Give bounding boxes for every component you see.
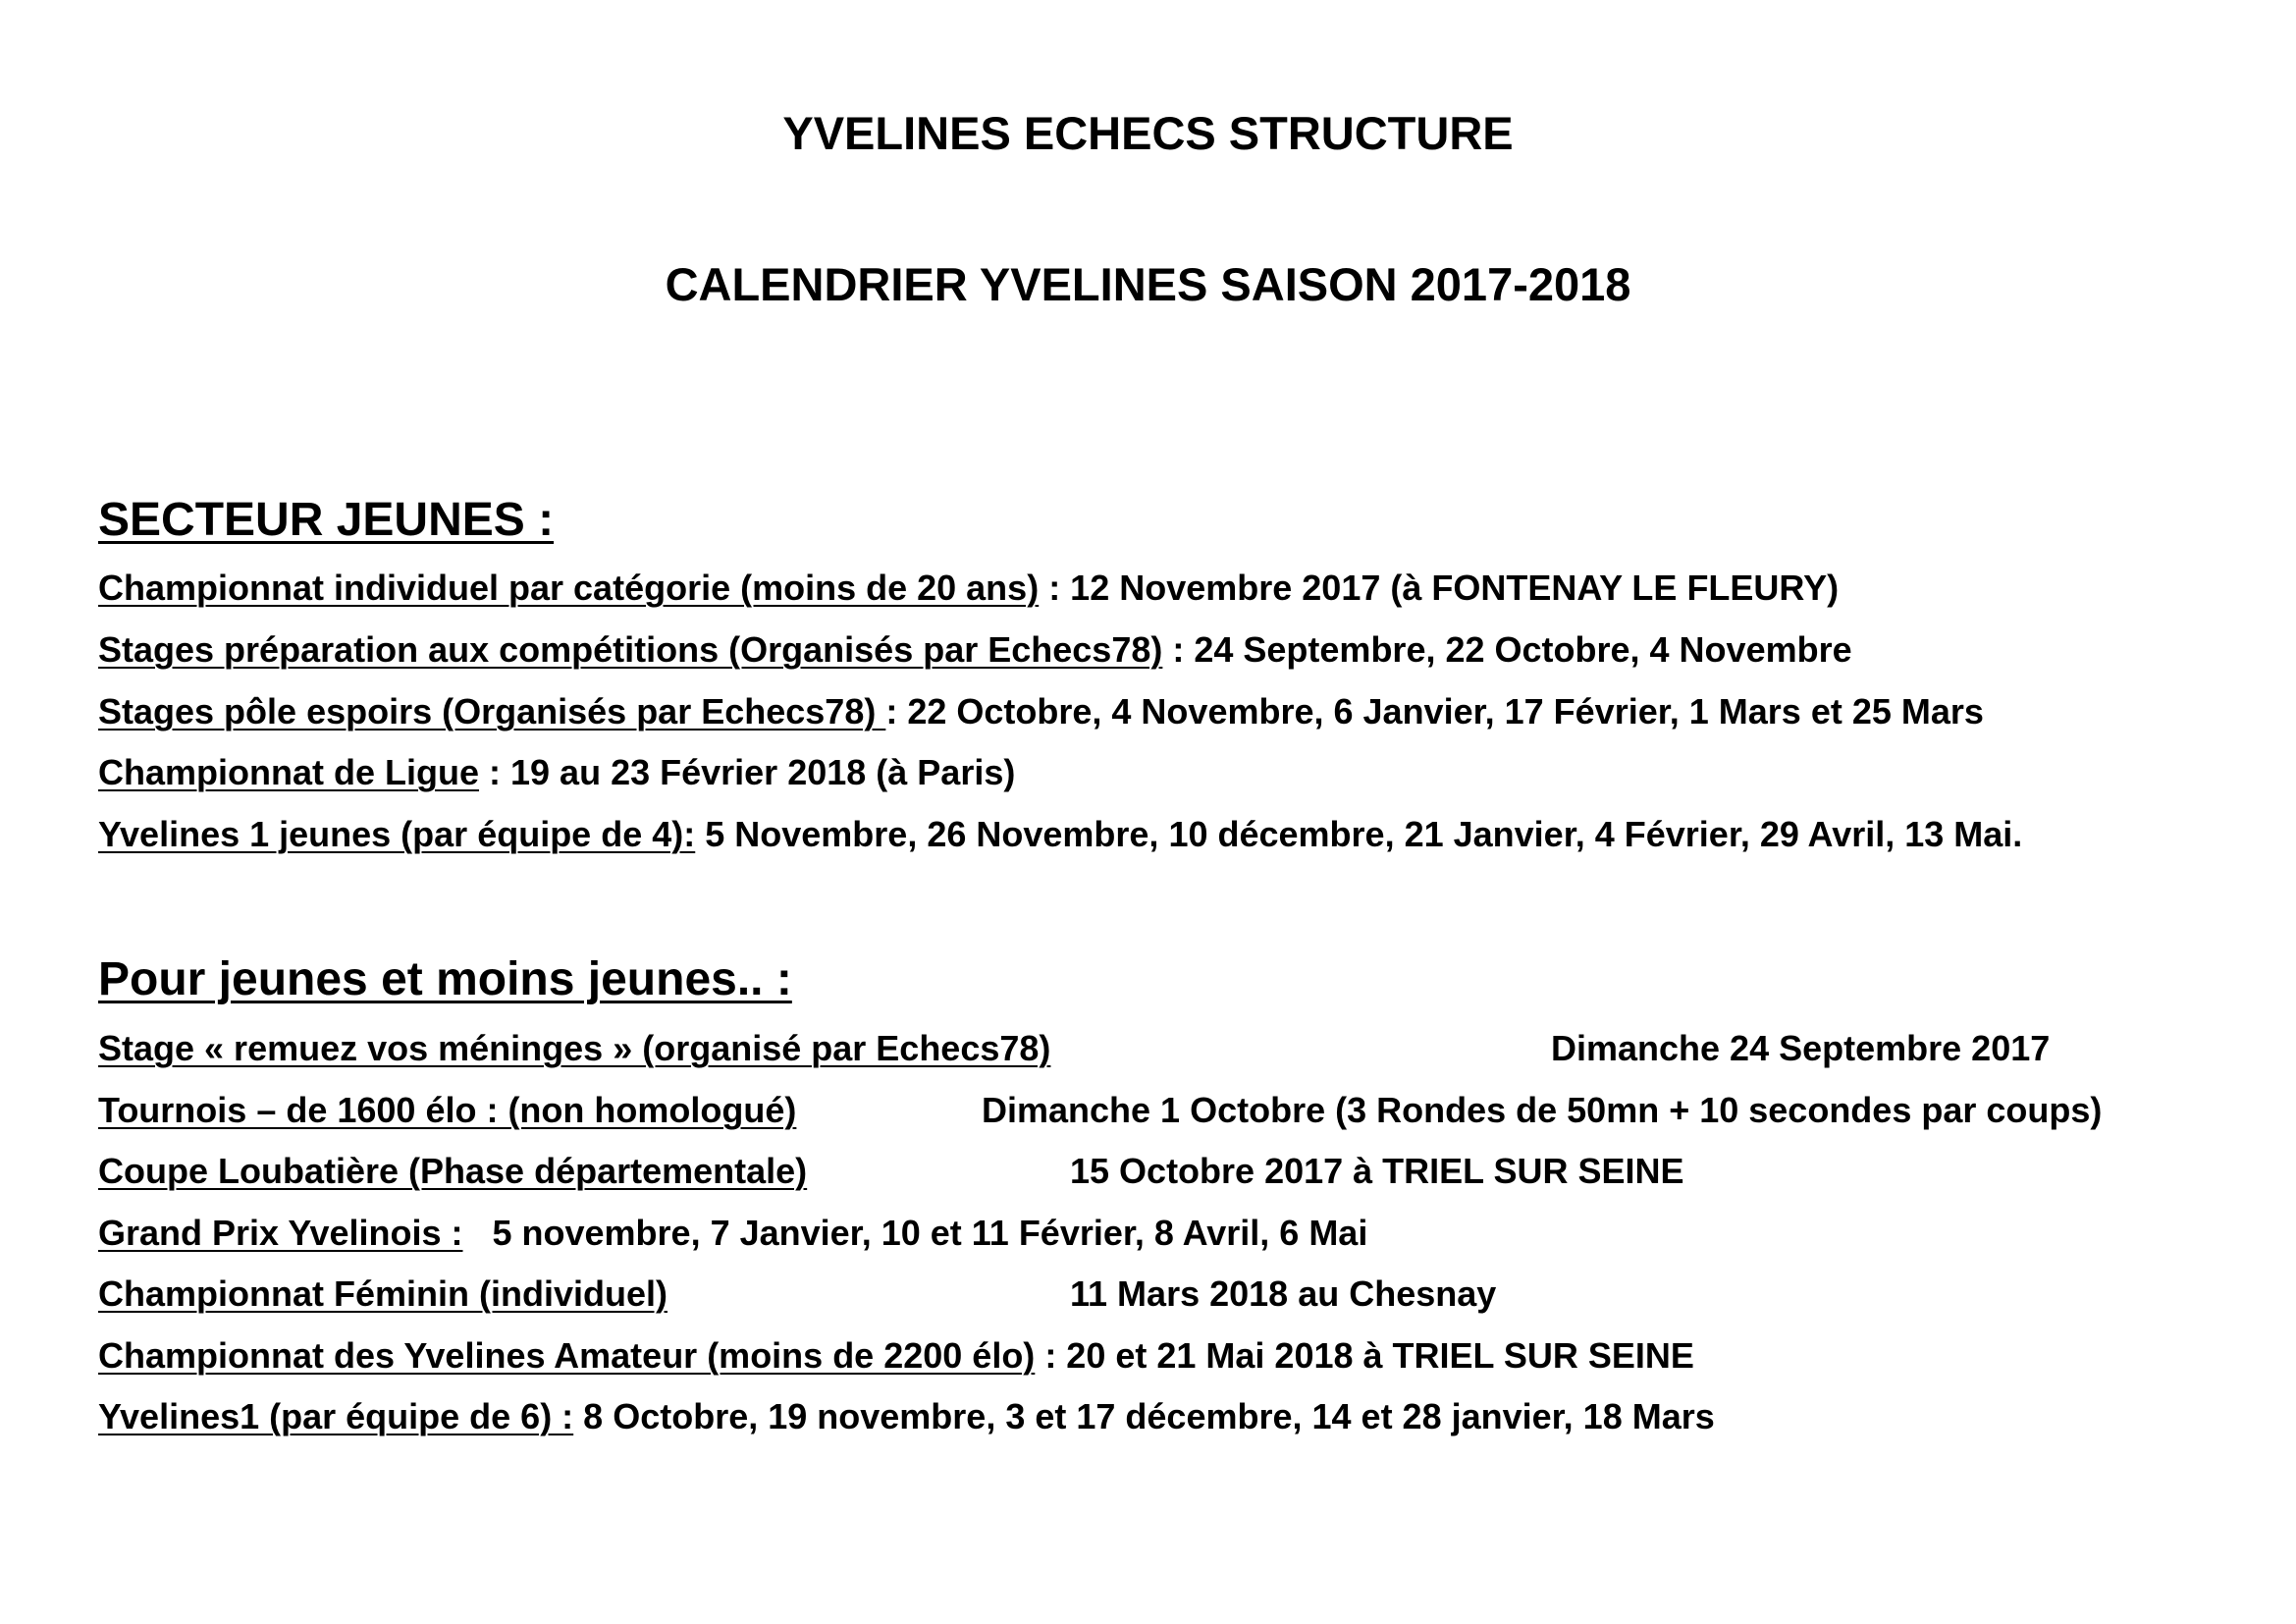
event-line-stages-pole-espoirs [98,684,1984,739]
event-line-yvelines1-equipe [98,1389,1715,1444]
event-line-championnat-ligue [98,745,1015,800]
section-heading-tous: Pour jeunes et moins jeunes.. : [98,953,792,1005]
event-label: Stages pôle espoirs (Organisés par Echecs78) [98,691,886,731]
event-details: 5 novembre, 7 Janvier, 10 et 11 Février, 8 Avril, 6 Mai [462,1213,1368,1253]
event-line-grand-prix [98,1206,1367,1261]
event-date: 11 Mars 2018 au Chesnay [1070,1273,1497,1314]
event-label: Championnat de Ligue [98,752,480,792]
event-details: 5 Novembre, 26 Novembre, 10 décembre, 21 Janvier, 4 Février, 29 Avril, 13 Mai. [695,814,2023,854]
event-line-championnat-amateur [98,1328,1694,1383]
event-line-championnat-feminin [98,1267,2258,1322]
event-details: : 22 Octobre, 4 Novembre, 6 Janvier, 17 Février, 1 Mars et 25 Mars [885,691,1984,731]
event-line-stages-preparation [98,623,1852,677]
event-label: Yvelines1 (par équipe de 6) : [98,1396,574,1436]
event-label: Stage « remuez vos méninges » (organisé par Echecs78) [98,1028,1051,1068]
event-label: Tournois – de 1600 élo : (non homologué) [98,1090,797,1130]
document-subtitle: CALENDRIER YVELINES SAISON 2017-2018 [665,258,1631,310]
event-date: Dimanche 1 Octobre (3 Rondes de 50mn + 10 secondes par coups) [982,1090,2103,1130]
event-line-championnat-individuel [98,561,1839,616]
event-details: : 24 Septembre, 22 Octobre, 4 Novembre [1162,629,1852,670]
section-heading-jeunes: SECTEUR JEUNES : [98,494,555,546]
event-label: Stages préparation aux compétitions (Organisés par Echecs78) [98,629,1163,670]
event-details: 8 Octobre, 19 novembre, 3 et 17 décembre, 14 et 28 janvier, 18 Mars [573,1396,1715,1436]
document-title: YVELINES ECHECS STRUCTURE [782,107,1514,159]
event-details: : 19 au 23 Février 2018 (à Paris) [479,752,1016,792]
event-label: Grand Prix Yvelinois : [98,1213,463,1253]
event-label: Championnat Féminin (individuel) [98,1273,667,1314]
event-label: Championnat individuel par catégorie (moins de 20 ans) [98,568,1040,608]
event-line-stage-meninges [98,1021,2258,1076]
event-line-yvelines-1-jeunes [98,807,2022,862]
event-details: : 12 Novembre 2017 (à FONTENAY LE FLEURY) [1039,568,1840,608]
event-line-tournoi-1600 [98,1083,2258,1138]
event-label: Coupe Loubatière (Phase départementale) [98,1151,808,1191]
event-label: Championnat des Yvelines Amateur (moins de 2200 élo) [98,1335,1036,1376]
event-label: Yvelines 1 jeunes (par équipe de 4): [98,814,696,854]
event-date: Dimanche 24 Septembre 2017 [1551,1028,2051,1068]
event-line-coupe-loubatiere [98,1144,2258,1199]
event-date: 15 Octobre 2017 à TRIEL SUR SEINE [1070,1151,1684,1191]
event-details: : 20 et 21 Mai 2018 à TRIEL SUR SEINE [1035,1335,1694,1376]
